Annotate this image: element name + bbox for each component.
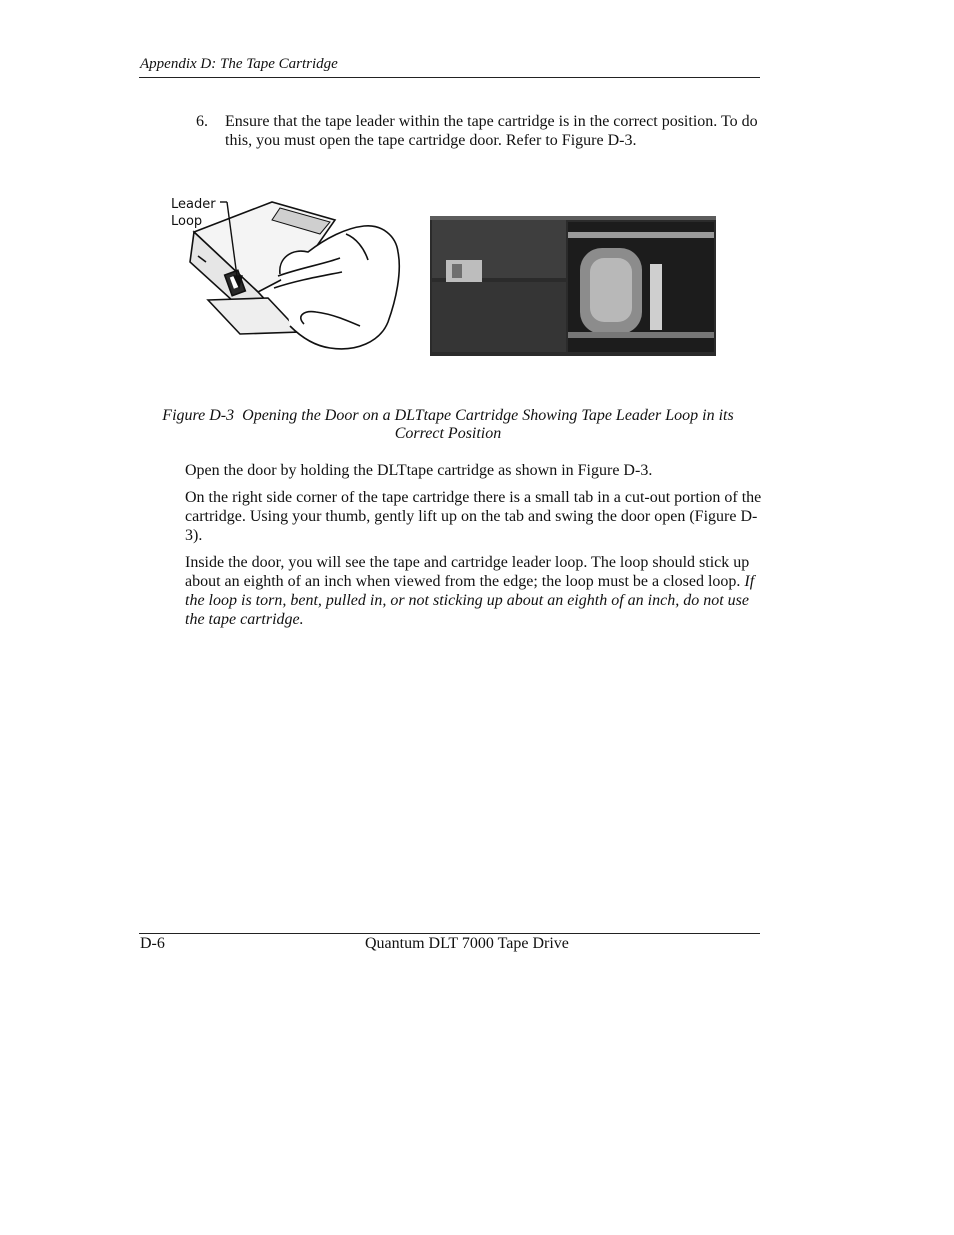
leader-loop-callout: Leader Loop bbox=[171, 197, 216, 229]
cartridge-illustration bbox=[150, 192, 725, 364]
warning-text: If the loop is torn, bent, pulled in, or not sticking up about an eighth of an inch, do not use the tape cartridge. bbox=[185, 573, 755, 628]
figure-caption bbox=[140, 407, 756, 443]
paragraph-tab: On the right side corner of the tape cartridge there is a small tab in a cut-out portion of the cartridge. Using your thumb, gently lift up on the tab and swing the door open (Figure D-3). bbox=[185, 489, 762, 544]
figure-caption-label: Figure D-3 bbox=[162, 407, 235, 424]
step-number: 6. bbox=[196, 113, 208, 130]
paragraph-open-door: Open the door by holding the DLTtape cartridge as shown in Figure D-3. bbox=[185, 462, 653, 479]
footer-rule bbox=[139, 933, 760, 934]
step-text: Ensure that the tape leader within the tape cartridge is in the correct position. To do this, you must open the tape cartridge door. Refer to Figure D-3. bbox=[225, 113, 758, 149]
figure-caption-text: Opening the Door on a DLTtape Cartridge Showing Tape Leader Loop in its Correct Position bbox=[242, 407, 734, 442]
footer-title: Quantum DLT 7000 Tape Drive bbox=[365, 935, 569, 952]
paragraph-leader-loop bbox=[185, 553, 763, 629]
running-header: Appendix D: The Tape Cartridge bbox=[140, 56, 338, 72]
header-rule bbox=[139, 77, 760, 78]
paragraph-leader-loop-text: Inside the door, you will see the tape and cartridge leader loop. The loop should stick up about an eighth of an inch when viewed from the edge; the loop must be a closed loop. bbox=[185, 554, 750, 590]
cartridge-drawing bbox=[190, 202, 399, 349]
cartridge-photo bbox=[430, 216, 716, 356]
page-number: D-6 bbox=[140, 935, 165, 952]
figure-d3 bbox=[150, 192, 725, 364]
